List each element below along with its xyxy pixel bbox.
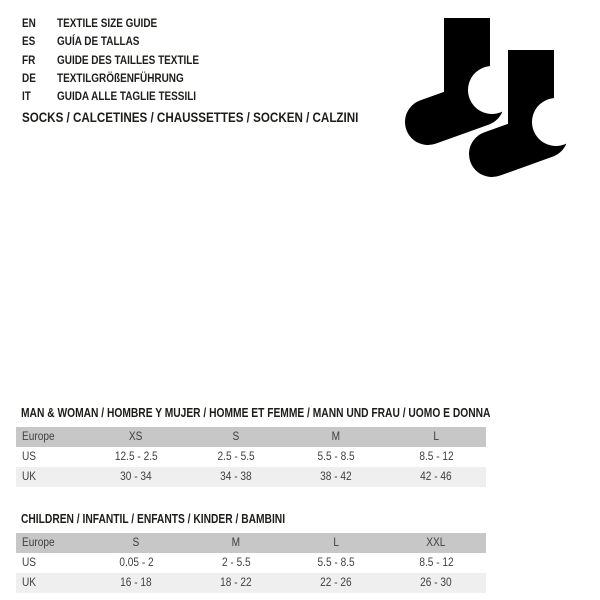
table — [16, 427, 486, 487]
column-header: L — [333, 537, 339, 549]
language-title: GUIDE DES TAILLES TEXTILE — [57, 52, 200, 67]
column-header: XXL — [426, 537, 446, 549]
row-label: US — [22, 557, 37, 569]
size-cell: 8.5 - 12 — [418, 451, 454, 463]
column-header: Europe — [22, 537, 55, 549]
language-row-en — [22, 14, 228, 32]
size-cell: 30 - 34 — [120, 471, 152, 483]
row-label: US — [22, 451, 37, 463]
table — [16, 533, 486, 593]
size-cell: 42 - 46 — [420, 471, 452, 483]
language-title: GUIDA ALLE TAGLIE TESSILI — [57, 89, 197, 104]
socks-icon — [400, 0, 585, 182]
table-row-us — [16, 447, 486, 467]
language-list — [22, 14, 228, 105]
language-title: TEXTILE SIZE GUIDE — [57, 16, 158, 31]
language-row-it — [22, 87, 228, 105]
size-cell: 12.5 - 2.5 — [114, 451, 158, 463]
column-header: M — [331, 431, 341, 443]
language-row-es — [22, 32, 228, 50]
column-header: S — [132, 537, 140, 549]
language-title: TEXTILGRÖßENFÜHRUNG — [57, 71, 184, 86]
table-header-row — [16, 533, 486, 553]
row-label: UK — [22, 471, 37, 483]
language-code: ES — [22, 34, 36, 49]
language-row-de — [22, 69, 228, 87]
language-row-fr — [22, 51, 228, 69]
column-header: L — [433, 431, 439, 443]
size-cell: 5.5 - 8.5 — [317, 451, 355, 463]
size-cell: 0.05 - 2 — [118, 557, 154, 569]
size-cell: 2.5 - 5.5 — [217, 451, 255, 463]
column-header: M — [231, 537, 241, 549]
language-code: DE — [22, 71, 36, 86]
size-cell: 38 - 42 — [320, 471, 352, 483]
column-header: XS — [129, 431, 143, 443]
table-title: CHILDREN / INFANTIL / ENFANTS / KINDER / BAMBINI — [21, 512, 286, 526]
size-cell: 2 - 5.5 — [221, 557, 251, 569]
size-cell: 26 - 30 — [420, 577, 452, 589]
table-title: MAN & WOMAN / HOMBRE Y MUJER / HOMME ET FEMME / MANN UND FRAU / UOMO E DONNA — [21, 406, 491, 420]
table-row-uk — [16, 573, 486, 593]
table-row-uk — [16, 467, 486, 487]
sock-back — [428, 18, 516, 122]
column-header: S — [232, 431, 240, 443]
size-cell: 8.5 - 12 — [418, 557, 454, 569]
size-table-children — [16, 512, 486, 593]
size-cell: 5.5 - 8.5 — [317, 557, 355, 569]
language-code: FR — [22, 52, 36, 67]
size-cell: 34 - 38 — [220, 471, 252, 483]
row-label: UK — [22, 577, 37, 589]
size-cell: 22 - 26 — [320, 577, 352, 589]
table-row-us — [16, 553, 486, 573]
size-cell: 16 - 18 — [120, 577, 152, 589]
size-cell: 18 - 22 — [220, 577, 252, 589]
language-code: IT — [22, 89, 31, 104]
size-table-adult — [16, 406, 491, 487]
category-heading: SOCKS / CALCETINES / CHAUSSETTES / SOCKEN / CALZINI — [22, 109, 359, 125]
language-code: EN — [22, 16, 36, 31]
column-header: Europe — [22, 431, 55, 443]
table-header-row — [16, 427, 486, 447]
language-title: GUÍA DE TALLAS — [57, 34, 140, 49]
